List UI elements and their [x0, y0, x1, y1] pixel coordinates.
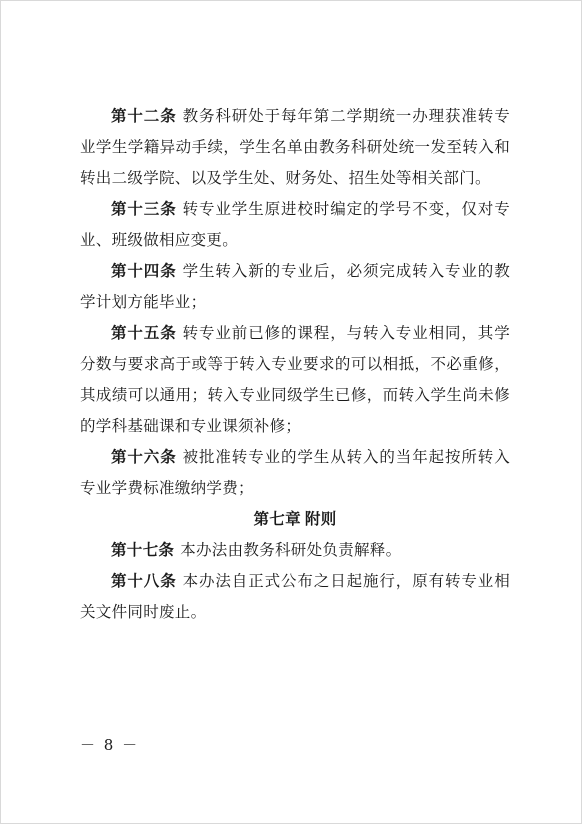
article-12 [80, 101, 510, 194]
chapter-number: 第七章 [253, 510, 301, 528]
page-number: － 8 － [80, 736, 140, 754]
article-number: 第十七条 [111, 541, 175, 559]
article-15 [80, 318, 510, 442]
article-text: 被批准转专业的学生从转入的当年起按所转入专业学费标准缴纳学费； [80, 448, 510, 497]
article-number: 第十二条 [111, 107, 177, 125]
article-13 [80, 194, 510, 256]
article-text: 本办法由教务科研处负责解释。 [180, 541, 402, 559]
article-number: 第十五条 [111, 324, 177, 342]
article-14 [80, 256, 510, 318]
article-text: 本办法自正式公布之日起施行，原有转专业相关文件同时废止。 [80, 572, 510, 621]
article-17 [80, 535, 510, 566]
article-number: 第十四条 [111, 262, 177, 280]
article-number: 第十八条 [111, 572, 177, 590]
chapter-title: 附则 [304, 510, 337, 528]
article-number: 第十六条 [111, 448, 177, 466]
article-text: 教务科研处于每年第二学期统一办理获准转专业学生学籍异动手续，学生名单由教务科研处统一发至转入和转出二级学院、以及学生处、财务处、招生处等相关部门。 [80, 107, 510, 187]
article-18 [80, 566, 510, 628]
document-body [80, 101, 510, 628]
article-text: 转专业学生原进校时编定的学号不变，仅对专业、班级做相应变更。 [80, 200, 510, 249]
chapter-heading [80, 504, 510, 535]
article-text: 转专业前已修的课程，与转入专业相同，其学分数与要求高于或等于转入专业要求的可以相抵，不必重修，其成绩可以通用；转入专业同级学生已修，而转入学生尚未修的学科基础课和专业课须补修； [80, 324, 510, 435]
article-16 [80, 442, 510, 504]
article-number: 第十三条 [111, 200, 177, 218]
article-text: 学生转入新的专业后，必须完成转入专业的教学计划方能毕业； [80, 262, 510, 311]
